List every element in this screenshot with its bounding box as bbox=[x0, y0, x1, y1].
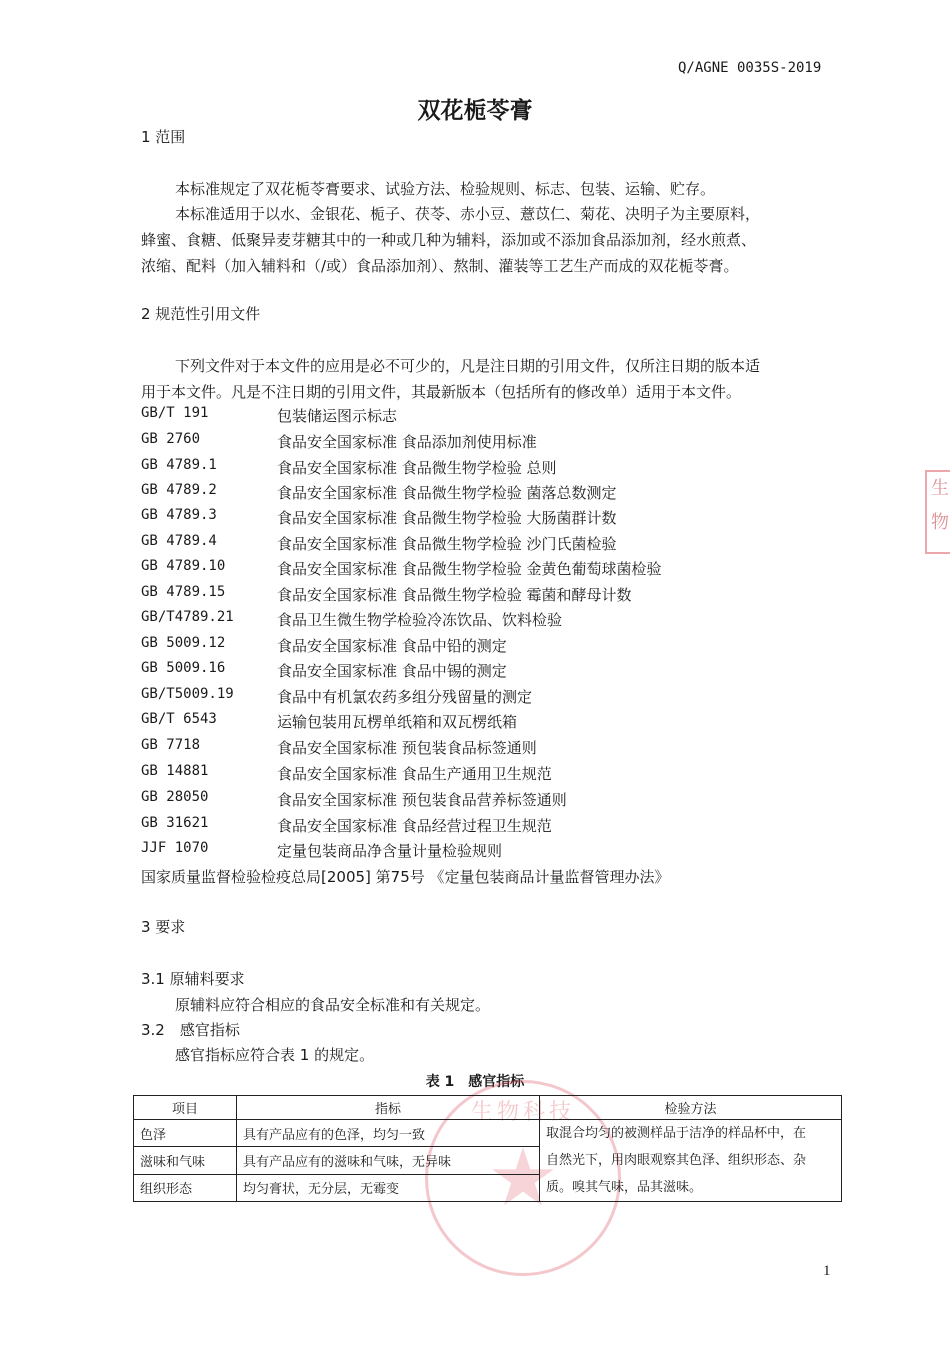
page-number: 1 bbox=[823, 1263, 831, 1279]
method-line: 自然光下，用肉眼观察其色泽、组织形态、杂 bbox=[546, 1153, 807, 1168]
reference-title: 食品中有机氯农药多组分残留量的测定 bbox=[277, 688, 533, 706]
reference-code: GB 14881 bbox=[141, 763, 209, 779]
section-2-heading: 2 规范性引用文件 bbox=[141, 305, 261, 323]
reference-code: GB/T4789.21 bbox=[141, 609, 234, 625]
section-3-heading: 3 要求 bbox=[141, 918, 186, 936]
reference-code: JJF 1070 bbox=[141, 840, 209, 856]
star-icon: ★ bbox=[487, 1131, 559, 1224]
side-seal-mark bbox=[925, 470, 950, 554]
reference-code: GB 5009.16 bbox=[141, 660, 226, 676]
reference-code: GB 2760 bbox=[141, 431, 201, 447]
method-line: 质。嗅其气味，品其滋味。 bbox=[546, 1180, 703, 1195]
table-row bbox=[134, 1120, 842, 1147]
document-code: Q/AGNE 0035S-2019 bbox=[678, 60, 822, 76]
header-spec: 指标 bbox=[237, 1096, 540, 1120]
header-method: 检验方法 bbox=[540, 1096, 842, 1120]
reference-title: 食品安全国家标准 食品微生物学检验 沙门氏菌检验 bbox=[277, 535, 617, 553]
row-item: 滋味和气味 bbox=[134, 1147, 237, 1174]
reference-title: 食品安全国家标准 食品微生物学检验 金黄色葡萄球菌检验 bbox=[277, 560, 662, 578]
method-line: 取混合均匀的被测样品于洁净的样品杯中，在 bbox=[546, 1126, 807, 1141]
reference-title: 包装储运图示标志 bbox=[277, 407, 398, 425]
reference-title: 食品安全国家标准 食品微生物学检验 菌落总数测定 bbox=[277, 484, 617, 502]
section-2-intro-line2: 用于本文件。凡是不注日期的引用文件，其最新版本（包括所有的修改单）适用于本文件。 bbox=[141, 383, 742, 401]
section-1-para2-line2: 蜂蜜、食糖、低聚异麦芽糖其中的一种或几种为辅料，添加或不添加食品添加剂，经水煎煮、 bbox=[141, 231, 757, 249]
header-item: 项目 bbox=[134, 1096, 237, 1120]
reference-title: 食品安全国家标准 食品微生物学检验 霉菌和酵母计数 bbox=[277, 586, 632, 604]
row-spec: 具有产品应有的色泽，均匀一致 bbox=[237, 1120, 540, 1147]
section-3-2-text: 感官指标应符合表 1 的规定。 bbox=[175, 1046, 375, 1064]
reference-code: GB/T 6543 bbox=[141, 711, 217, 727]
section-3-1-heading: 3.1 原辅料要求 bbox=[141, 970, 245, 988]
reference-title: 食品安全国家标准 预包装食品标签通则 bbox=[277, 739, 537, 757]
side-seal-text: 物 bbox=[931, 512, 949, 533]
reference-code: GB/T 191 bbox=[141, 405, 209, 421]
reference-title: 食品安全国家标准 食品生产通用卫生规范 bbox=[277, 765, 552, 783]
seal-text: 生物科技 bbox=[470, 1100, 575, 1125]
row-spec: 均匀膏状，无分层，无霉变 bbox=[237, 1174, 540, 1201]
method-cell bbox=[540, 1120, 842, 1202]
document-title: 双花栀苓膏 bbox=[417, 98, 533, 124]
section-3-2-heading: 3.2 感官指标 bbox=[141, 1021, 240, 1039]
reference-title: 运输包装用瓦楞单纸箱和双瓦楞纸箱 bbox=[277, 713, 518, 731]
section-1-para1: 本标准规定了双花栀苓膏要求、试验方法、检验规则、标志、包装、运输、贮存。 bbox=[175, 180, 716, 198]
side-seal-text: 生 bbox=[931, 478, 949, 499]
reference-title: 食品安全国家标准 食品经营过程卫生规范 bbox=[277, 817, 552, 835]
reference-code: GB 4789.15 bbox=[141, 584, 226, 600]
reference-code: GB 4789.3 bbox=[141, 507, 217, 523]
reference-code: GB 4789.2 bbox=[141, 482, 217, 498]
reference-title: 食品卫生微生物学检验冷冻饮品、饮料检验 bbox=[277, 611, 563, 629]
table-header-row bbox=[134, 1096, 842, 1120]
reference-title: 食品安全国家标准 食品中锡的测定 bbox=[277, 662, 507, 680]
reference-title: 食品安全国家标准 预包装食品营养标签通则 bbox=[277, 791, 567, 809]
reference-title: 食品安全国家标准 食品微生物学检验 总则 bbox=[277, 459, 557, 477]
section-3-1-text: 原辅料应符合相应的食品安全标准和有关规定。 bbox=[175, 996, 491, 1014]
row-spec: 具有产品应有的滋味和气味，无异味 bbox=[237, 1147, 540, 1174]
reference-code: GB 5009.12 bbox=[141, 635, 226, 651]
reference-code: GB 31621 bbox=[141, 815, 209, 831]
regulation-decree: 国家质量监督检验检疫总局[2005] 第75号 《定量包装商品计量监督管理办法》 bbox=[141, 868, 670, 886]
section-2-intro-line1: 下列文件对于本文件的应用是必不可少的，凡是注日期的引用文件，仅所注日期的版本适 bbox=[175, 357, 761, 375]
reference-title: 食品安全国家标准 食品微生物学检验 大肠菌群计数 bbox=[277, 509, 617, 527]
reference-title: 定量包装商品净含量计量检验规则 bbox=[277, 842, 503, 860]
reference-code: GB 28050 bbox=[141, 789, 209, 805]
section-1-para2-line1: 本标准适用于以水、金银花、栀子、茯苓、赤小豆、薏苡仁、菊花、决明子为主要原料， bbox=[175, 205, 761, 223]
row-item: 色泽 bbox=[134, 1120, 237, 1147]
reference-code: GB 7718 bbox=[141, 737, 201, 753]
section-1-para2-line3: 浓缩、配料（加入辅料和（/或）食品添加剂）、熬制、灌装等工艺生产而成的双花栀苓膏。 bbox=[141, 257, 739, 275]
reference-title: 食品安全国家标准 食品中铅的测定 bbox=[277, 637, 507, 655]
sensory-table bbox=[133, 1095, 842, 1202]
table-caption: 表 1 感官指标 bbox=[425, 1074, 525, 1090]
reference-code: GB 4789.1 bbox=[141, 457, 217, 473]
reference-code: GB 4789.4 bbox=[141, 533, 217, 549]
reference-code: GB/T5009.19 bbox=[141, 686, 234, 702]
row-item: 组织形态 bbox=[134, 1174, 237, 1201]
section-1-heading: 1 范围 bbox=[141, 128, 186, 146]
reference-title: 食品安全国家标准 食品添加剂使用标准 bbox=[277, 433, 537, 451]
reference-code: GB 4789.10 bbox=[141, 558, 226, 574]
